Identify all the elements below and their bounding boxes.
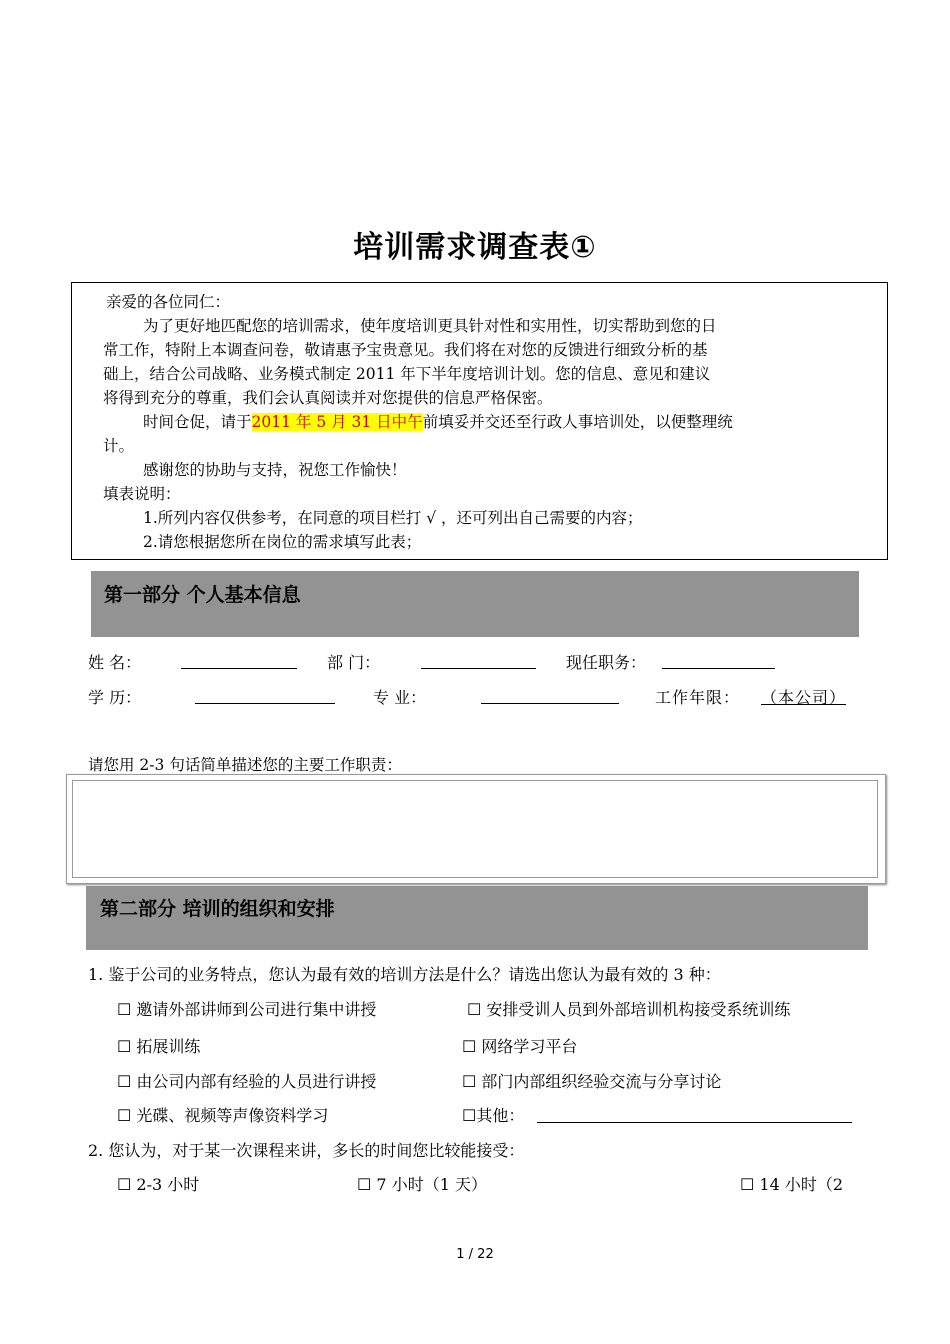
- q1-other-field[interactable]: [537, 1121, 852, 1123]
- q1-option-dept-sharing[interactable]: ☐ 部门内部组织经验交流与分享讨论: [462, 1072, 722, 1091]
- deadline-line: [143, 412, 733, 432]
- deadline-prefix: 时间仓促，请于: [143, 413, 252, 431]
- instruction-item: 1.所列内容仅供参考，在同意的项目栏打 √ ，还可列出自己需要的内容；: [143, 509, 643, 527]
- deadline-highlight: 2011 年 5 月 31 日中午: [251, 413, 423, 431]
- q1-option-outdoor-training[interactable]: ☐ 拓展训练: [117, 1037, 201, 1056]
- intro-line: 将得到充分的尊重，我们会认真阅读并对您提供的信息严格保密。: [103, 389, 553, 407]
- dept-field[interactable]: [421, 667, 536, 669]
- q1-option-internal-lecturer[interactable]: ☐ 由公司内部有经验的人员进行讲授: [117, 1072, 377, 1091]
- q2-option-14-hours[interactable]: ☐ 14 小时（2: [740, 1175, 844, 1194]
- intro-line: 常工作，特附上本调查问卷，敬请惠予宝贵意见。我们将在对您的反馈进行细致分析的基: [103, 341, 708, 359]
- years-field[interactable]: （本公司）: [761, 688, 847, 707]
- instructions-title: 填表说明：: [103, 485, 181, 503]
- thanks-line: 感谢您的协助与支持，祝您工作愉快！: [143, 461, 407, 479]
- greeting: 亲爱的各位同仁：: [106, 293, 231, 311]
- dept-label: 部 门：: [327, 653, 381, 672]
- q2-option-2-3-hours[interactable]: ☐ 2-3 小时: [117, 1175, 200, 1194]
- duties-input[interactable]: [72, 780, 878, 878]
- years-label: 工作年限：: [655, 688, 741, 707]
- q1-option-video-materials[interactable]: ☐ 光碟、视频等声像资料学习: [117, 1106, 329, 1125]
- name-label: 姓 名：: [88, 653, 142, 672]
- question-2: 2. 您认为，对于某一次课程来讲，多长的时间您比较能接受：: [88, 1141, 525, 1160]
- section2-title: 第二部分 培训的组织和安排: [100, 898, 335, 920]
- intro-line: 为了更好地匹配您的培训需求，使年度培训更具针对性和实用性，切实帮助到您的日: [143, 317, 717, 335]
- edu-field[interactable]: [195, 702, 335, 704]
- deadline-suffix: 前填妥并交还至行政人事培训处，以便整理统: [422, 413, 733, 431]
- position-label: 现任职务：: [566, 653, 647, 672]
- edu-label: 学 历：: [88, 688, 142, 707]
- position-field[interactable]: [662, 667, 775, 669]
- page-number: 1 / 22: [456, 1247, 494, 1262]
- q1-option-other[interactable]: ☐其他：: [462, 1106, 525, 1125]
- major-label: 专 业：: [373, 688, 427, 707]
- question-1: 1. 鉴于公司的业务特点，您认为最有效的培训方法是什么？请选出您认为最有效的 3 种：: [88, 965, 721, 984]
- q1-option-external-lecturer[interactable]: ☐ 邀请外部讲师到公司进行集中讲授: [117, 1000, 377, 1019]
- duties-prompt: 请您用 2-3 句话简单描述您的主要工作职责：: [88, 756, 402, 774]
- intro-line: 础上，结合公司战略、业务模式制定 2011 年下半年度培训计划。您的信息、意见和建议: [103, 365, 711, 383]
- section1-title: 第一部分 个人基本信息: [104, 584, 301, 606]
- name-field[interactable]: [181, 667, 297, 669]
- q2-option-7-hours[interactable]: ☐ 7 小时（1 天）: [357, 1175, 487, 1194]
- q1-option-online-platform[interactable]: ☐ 网络学习平台: [462, 1037, 578, 1056]
- instruction-item: 2.请您根据您所在岗位的需求填写此表；: [143, 533, 422, 551]
- intro-line: 计。: [103, 437, 135, 455]
- page-title: 培训需求调查表①: [353, 230, 597, 265]
- major-field[interactable]: [481, 702, 619, 704]
- q1-option-external-institution[interactable]: ☐ 安排受训人员到外部培训机构接受系统训练: [467, 1000, 791, 1019]
